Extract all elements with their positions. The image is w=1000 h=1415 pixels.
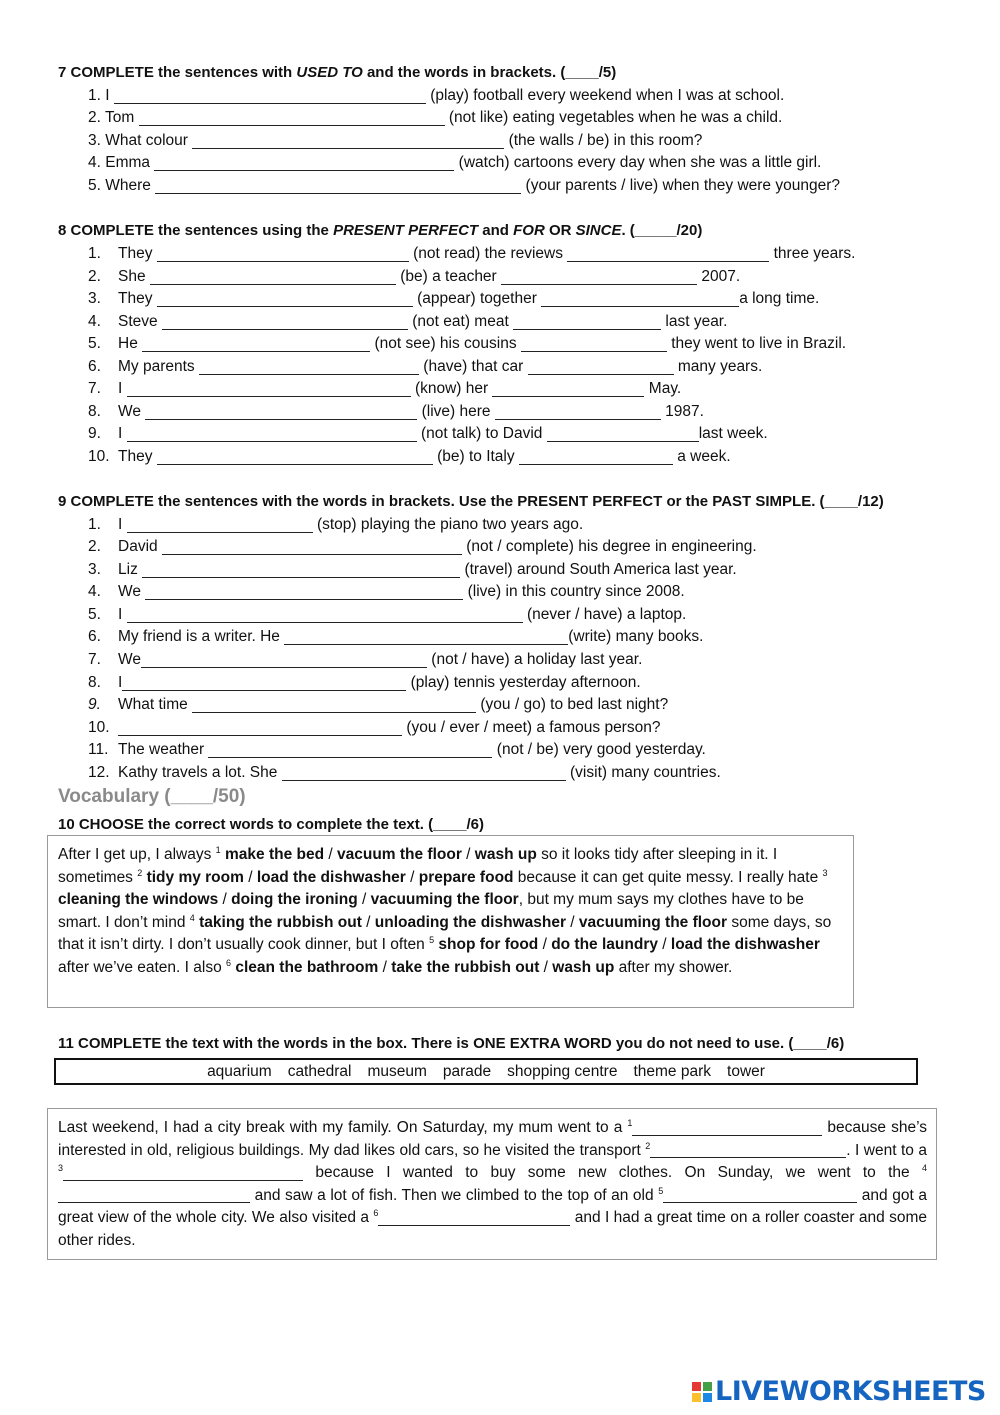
s8-item: 7. I (know) her May. xyxy=(88,380,682,397)
option[interactable]: load the dishwasher xyxy=(256,868,406,886)
s9-item: 5. I (never / have) a laptop. xyxy=(88,606,687,623)
answer-blank[interactable] xyxy=(519,449,673,465)
answer-blank[interactable] xyxy=(513,314,661,330)
answer-blank[interactable] xyxy=(378,1210,570,1226)
answer-blank[interactable] xyxy=(192,697,476,713)
word: theme park xyxy=(633,1062,712,1080)
answer-blank[interactable] xyxy=(127,381,411,397)
answer-blank[interactable] xyxy=(162,539,462,555)
answer-blank[interactable] xyxy=(154,155,454,171)
answer-blank[interactable] xyxy=(541,291,739,307)
option[interactable]: tidy my room xyxy=(146,868,244,886)
liveworksheets-logo[interactable] xyxy=(692,1376,986,1407)
answer-blank[interactable] xyxy=(142,562,460,578)
option[interactable]: shop for food xyxy=(438,936,539,953)
section-11-title: 11 COMPLETE the text with the words in the box. There is ONE EXTRA WORD you do not need to use. (____/6) xyxy=(58,1035,845,1052)
s9-item: 7. We (not / have) a holiday last year. xyxy=(88,651,643,668)
option[interactable]: taking the rubbish out xyxy=(199,913,362,931)
answer-blank[interactable] xyxy=(139,110,445,126)
s7-item: 4. Emma (watch) cartoons every day when she was a little girl. xyxy=(88,154,822,171)
option[interactable]: vacuuming the floor xyxy=(370,891,519,908)
option[interactable]: unloading the dishwasher xyxy=(374,913,566,931)
s8-item: 1. They (not read) the reviews three years. xyxy=(88,245,856,262)
answer-blank[interactable] xyxy=(528,359,674,375)
option[interactable]: doing the ironing xyxy=(231,891,358,908)
option[interactable]: wash up xyxy=(474,846,537,863)
s8-item: 2. She (be) a teacher 2007. xyxy=(88,268,741,285)
s9-item: 2. David (not / complete) his degree in engineering. xyxy=(88,538,757,555)
s8-item: 8. We (live) here 1987. xyxy=(88,403,704,420)
answer-blank[interactable] xyxy=(547,426,699,442)
answer-blank[interactable] xyxy=(145,404,417,420)
option[interactable]: load the dishwasher xyxy=(670,936,820,953)
answer-blank[interactable] xyxy=(127,607,523,623)
word: museum xyxy=(367,1062,427,1080)
answer-blank[interactable] xyxy=(650,1142,846,1158)
liveworksheets-logo-icon xyxy=(692,1382,712,1402)
option[interactable]: wash up xyxy=(552,958,615,976)
s8-item: 9. I (not talk) to David last week. xyxy=(88,425,768,442)
answer-blank[interactable] xyxy=(208,742,492,758)
option[interactable]: prepare food xyxy=(418,868,514,886)
answer-blank[interactable] xyxy=(501,269,697,285)
s8-item: 10. They (be) to Italy a week. xyxy=(88,448,731,465)
answer-blank[interactable] xyxy=(162,314,408,330)
word-box xyxy=(54,1058,918,1085)
answer-blank[interactable] xyxy=(157,291,413,307)
answer-blank[interactable] xyxy=(567,246,769,262)
section-10-text: After I get up, I always $^1$ make the bed / vacuum the floor / wash up so it looks tidy after sleeping in it. I sometimes $^2$ tidy my room / load the dishwasher / prepare food because it can get quite messy. I really hate $^3$ cleaning the windows / doing the ironing / vacuuming the floor, but my mum says my clothes have to be smart. I don’t mind $^4$ taking the rubbish out / unloading the dishwasher / vacuuming the floor some days, so that it isn’t dirty. I don’t usually cook dinner, but I often $^5$ shop for food / do the laundry / load the dishwasher after we’ve eaten. I also $^6$ clean the bathroom / take the rubbish out / wash up after my shower. xyxy=(58,845,832,976)
s8-item: 3. They (appear) together a long time. xyxy=(88,290,820,307)
word: parade xyxy=(442,1062,492,1080)
s8-item: 4. Steve (not eat) meat last year. xyxy=(88,313,728,330)
section-8-title: 8 COMPLETE the sentences using the PRESENT PERFECT and FOR OR SINCE. (_____/20) xyxy=(58,222,703,239)
s9-item: 11. The weather (not / be) very good yesterday. xyxy=(88,741,706,758)
option[interactable]: cleaning the windows xyxy=(58,891,219,908)
s9-item: 3. Liz (travel) around South America last year. xyxy=(88,561,737,578)
answer-blank[interactable] xyxy=(127,517,313,533)
word: cathedral xyxy=(287,1062,352,1080)
section-7-title: 7 COMPLETE the sentences with USED TO and the words in brackets. (____/5) xyxy=(58,64,617,81)
answer-blank[interactable] xyxy=(492,381,644,397)
s9-item: 1. I (stop) playing the piano two years ago. xyxy=(88,516,584,533)
answer-blank[interactable] xyxy=(632,1120,822,1136)
answer-blank[interactable] xyxy=(142,336,370,352)
option[interactable]: do the laundry xyxy=(551,936,658,953)
answer-blank[interactable] xyxy=(495,404,661,420)
s9-item: 8. I (play) tennis yesterday afternoon. xyxy=(88,674,641,691)
answer-blank[interactable] xyxy=(122,675,406,691)
answer-blank[interactable] xyxy=(155,178,521,194)
answer-blank[interactable] xyxy=(145,584,463,600)
vocabulary-heading: Vocabulary (____/50) xyxy=(58,786,246,807)
answer-blank[interactable] xyxy=(150,269,396,285)
option[interactable]: vacuuming the floor xyxy=(578,913,728,931)
s7-item: 5. Where (your parents / live) when they were younger? xyxy=(88,177,840,194)
answer-blank[interactable] xyxy=(114,88,426,104)
s8-item: 6. My parents (have) that car many years. xyxy=(88,358,763,375)
section-10-title: 10 CHOOSE the correct words to complete the text. (____/6) xyxy=(58,816,484,833)
answer-blank[interactable] xyxy=(63,1165,303,1181)
s7-item: 3. What colour (the walls / be) in this room? xyxy=(88,132,703,149)
answer-blank[interactable] xyxy=(663,1187,857,1203)
option[interactable]: make the bed xyxy=(225,846,325,863)
answer-blank[interactable] xyxy=(118,720,402,736)
answer-blank[interactable] xyxy=(157,246,409,262)
s7-item: 2. Tom (not like) eating vegetables when he was a child. xyxy=(88,109,783,126)
s9-item: 9. What time (you / go) to bed last night? xyxy=(88,696,669,713)
logo-text: LIVEWORKSHEETS xyxy=(715,1376,986,1407)
word: aquarium xyxy=(207,1062,272,1080)
answer-blank[interactable] xyxy=(58,1187,250,1203)
answer-blank[interactable] xyxy=(127,426,417,442)
section-9-title: 9 COMPLETE the sentences with the words in brackets. Use the PRESENT PERFECT or the PAST SIMPLE. (____/12) xyxy=(58,493,884,510)
answer-blank[interactable] xyxy=(521,336,667,352)
answer-blank[interactable] xyxy=(141,652,427,668)
section-11-text: Last weekend, I had a city break with my family. On Saturday, my mum went to a $^1$ because she’s interested in old, religious buildings. My dad likes old cars, so he visited the transport $^2$ . I went to a $^3$ because I wanted to buy some new clothes. On Sunday, we went to the $^4$ and saw a lot of fish. Then we climbed to the top of an old $^5$ and got a great view of the whole city. We also visited a $^6$ and I had a great time on a roller coaster and some other rides. xyxy=(58,1118,927,1249)
option[interactable]: vacuum the floor xyxy=(336,846,462,863)
option[interactable]: take the rubbish out xyxy=(391,958,540,976)
answer-blank[interactable] xyxy=(282,765,566,781)
word: tower xyxy=(727,1062,765,1080)
s9-item: 4. We (live) in this country since 2008. xyxy=(88,583,685,600)
s9-item: 6. My friend is a writer. He (write) many books. xyxy=(88,628,704,645)
option[interactable]: clean the bathroom xyxy=(235,958,379,976)
answer-blank[interactable] xyxy=(284,629,568,645)
word: shopping centre xyxy=(507,1062,618,1080)
s9-item: 12. Kathy travels a lot. She (visit) many countries. xyxy=(88,764,721,781)
answer-blank[interactable] xyxy=(157,449,433,465)
answer-blank[interactable] xyxy=(199,359,419,375)
s9-item: 10. (you / ever / meet) a famous person? xyxy=(88,719,661,736)
s8-item: 5. He (not see) his cousins they went to live in Brazil. xyxy=(88,335,847,352)
s7-item: 1. I (play) football every weekend when I was at school. xyxy=(88,87,785,104)
answer-blank[interactable] xyxy=(192,133,504,149)
